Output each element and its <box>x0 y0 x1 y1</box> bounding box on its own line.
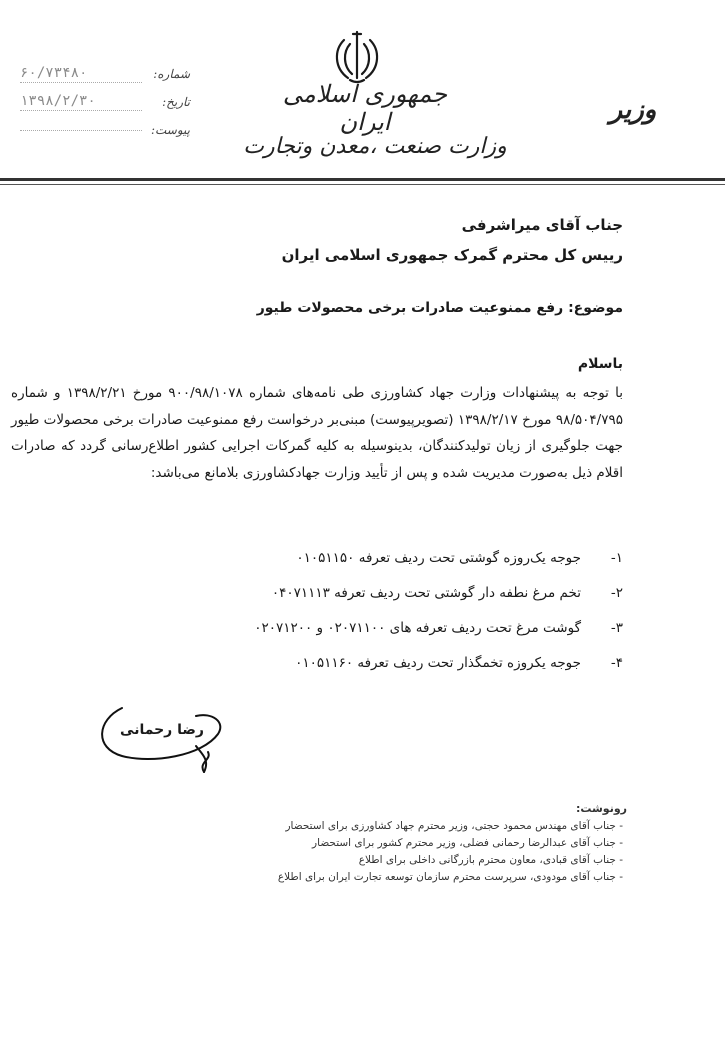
header-divider <box>0 178 725 181</box>
item-number: ۲- <box>610 584 623 601</box>
meta-attachment-label: پیوست: <box>150 123 190 137</box>
letter-greeting: باسلام <box>577 356 623 372</box>
list-item <box>63 610 623 645</box>
export-items-list <box>63 540 623 680</box>
item-number: ۴- <box>610 654 623 671</box>
office-label: وزیر <box>609 95 657 125</box>
item-text: جوجه یک‌روزه گوشتی تحت ردیف تعرفه ۰۱۰۵۱۱۵۰ <box>296 549 581 566</box>
cc-item: - جناب آقای قبادی، معاون محترم بازرگانی داخلی برای اطلاع <box>358 854 623 866</box>
ministry-title: وزارت صنعت ،معدن وتجارت <box>243 134 507 159</box>
meta-date-value: ۱۳۹۸/۲/۳۰ <box>20 93 142 111</box>
list-item <box>63 645 623 680</box>
cc-item: - جناب آقای مودودی، سرپرست محترم سازمان توسعه تجارت ایران برای اطلاع <box>277 871 623 883</box>
letter-body-paragraph: با توجه به پیشنهادات وزارت جهاد کشاورزی طی نامه‌های شماره ۹۰۰/۹۸/۱۰۷۸ مورخ ۱۳۹۸/۲/۲۱ و شماره ۹۸/۵۰۴/۷۹۵ مورخ ۱۳۹۸/۲/۱۷ (تصویرپیوست) مبنی‌بر درخواست رفع ممنوعیت صادرات برخی محصولات طیور جهت جلوگیری از زیان تولیدکنندگان، بدینوسیله به کلیه گمرکات اجرایی کشور اطلاع‌رسانی گردد که صادرات اقلام ذیل به‌صورت مدیریت شده و پس از تأیید وزارت جهادکشاورزی بلامانع می‌باشد: <box>11 385 623 481</box>
header-divider-thin <box>0 184 725 185</box>
recipient-name: جناب آقای میراشرفی <box>461 216 623 234</box>
list-item <box>63 575 623 610</box>
recipient-title: رییس کل محترم گمرک جمهوری اسلامی ایران <box>281 246 623 264</box>
list-item <box>63 540 623 575</box>
signer-name: رضا رحمانی <box>120 722 204 738</box>
meta-number-row <box>20 60 190 88</box>
meta-date-row <box>20 88 190 116</box>
letter-subject: موضوع: رفع ممنوعیت صادرات برخی محصولات طیور <box>256 300 623 316</box>
letter-meta <box>20 60 190 144</box>
emblem-of-iran-icon <box>330 28 384 84</box>
cc-item: - جناب آقای عبدالرضا رحمانی فضلی، وزیر محترم کشور برای استحضار <box>312 837 623 849</box>
government-title: جمهوری اسلامی ایران <box>282 80 448 136</box>
cc-title: رونوشت: <box>575 802 627 815</box>
meta-attachment-value <box>20 129 142 131</box>
item-number: ۱- <box>610 549 623 566</box>
item-text: گوشت مرغ تحت ردیف تعرفه های ۰۲۰۷۱۱۰۰ و ۰۲۰۷۱۲۰۰ <box>254 619 581 636</box>
meta-date-label: تاریخ: <box>162 95 190 109</box>
item-text: جوجه یکروزه تخمگذار تحت ردیف تعرفه ۰۱۰۵۱۱۶۰ <box>295 654 581 671</box>
item-text: تخم مرغ نطفه دار گوشتی تحت ردیف تعرفه ۰۴۰۷۱۱۱۳ <box>271 584 581 601</box>
cc-list <box>143 820 623 888</box>
meta-attachment-row <box>20 116 190 144</box>
cc-item: - جناب آقای مهندس محمود حجتی، وزیر محترم جهاد کشاورزی برای استحضار <box>285 820 623 832</box>
handwritten-signature <box>92 700 232 780</box>
meta-number-label: شماره: <box>153 67 190 81</box>
meta-number-value: ۶۰/۷۳۴۸۰ <box>20 65 142 83</box>
item-number: ۳- <box>610 619 623 636</box>
